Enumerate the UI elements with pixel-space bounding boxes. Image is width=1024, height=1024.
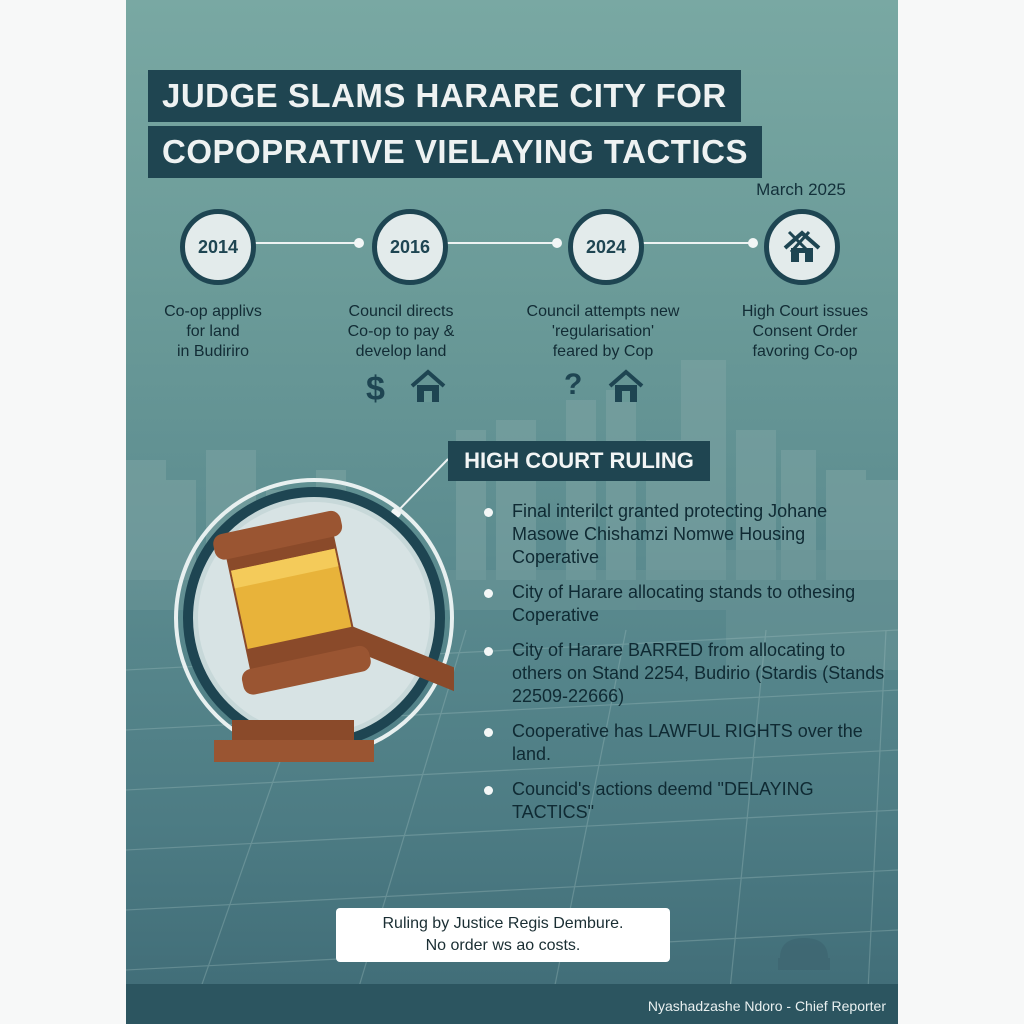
- publication-logo-icon: [772, 928, 836, 974]
- house-icon: [408, 366, 448, 406]
- headline-line-1: JUDGE SLAMS HARARE CITY FOR: [148, 70, 741, 122]
- list-item: City of Harare allocating stands to othesing Coperative: [482, 581, 892, 627]
- timeline-year: 2014: [197, 236, 239, 257]
- timeline-year: 2016: [389, 236, 431, 257]
- timeline-caption-2016: Council directs Co-op to pay & develop land: [347, 303, 455, 360]
- timeline-caption-2024: Council attempts new 'regularisation' feared by Cop: [526, 303, 680, 360]
- bullet-dot: [484, 786, 493, 795]
- footer-line-2: No order ws ao costs.: [425, 937, 581, 954]
- headline-line-2: COPOPRATIVE VIELAYING TACTICS: [148, 126, 762, 178]
- infographic-poster: [126, 0, 898, 1024]
- reporter-credit: Nyashadzashe Ndoro - Chief Reporter: [647, 998, 886, 1014]
- question-mark-icon: ?: [564, 368, 583, 401]
- ruling-footer-note: [336, 908, 670, 962]
- timeline-node-2024: [568, 209, 644, 285]
- bullet-dot: [484, 647, 493, 656]
- timeline-date-label: March 2025: [756, 180, 846, 199]
- house-icon: [606, 366, 646, 406]
- timeline-dot: [354, 238, 364, 248]
- bullet-dot: [484, 508, 493, 517]
- list-item: Cooperative has LAWFUL RIGHTS over the land.: [482, 720, 892, 766]
- timeline-node-2016: [372, 209, 448, 285]
- ruling-heading: HIGH COURT RULING: [448, 441, 710, 481]
- timeline-dot: [552, 238, 562, 248]
- house-gavel-icon: [779, 224, 825, 270]
- timeline-caption-2014: Co-op applivs for land in Budiriro: [164, 303, 262, 360]
- list-item: City of Harare BARRED from allocating to others on Stand 2254, Budirio (Stardis (Stands 22509-22666): [482, 639, 892, 708]
- footer-line-1: Ruling by Justice Regis Dembure.: [382, 915, 624, 932]
- timeline-dot: [748, 238, 758, 248]
- timeline-connector: [251, 242, 359, 244]
- gavel-icon: [174, 478, 454, 778]
- timeline-connector: [639, 242, 751, 244]
- bullet-dot: [484, 589, 493, 598]
- timeline-node-2025: [764, 209, 840, 285]
- timeline-node-2014: [180, 209, 256, 285]
- timeline-caption-2025: High Court issues Consent Order favoring Co-op: [741, 303, 869, 360]
- headline: [148, 70, 796, 182]
- timeline-year: 2024: [585, 236, 627, 257]
- ruling-bullet-list: [482, 500, 892, 836]
- timeline-connector: [443, 242, 555, 244]
- list-item: Final interilct granted protecting Johane Masowe Chishamzi Nomwe Housing Coperative: [482, 500, 892, 569]
- dollar-icon: $: [366, 370, 385, 408]
- list-item: Councid's actions deemd "DELAYING TACTICS": [482, 778, 892, 824]
- bullet-dot: [484, 728, 493, 737]
